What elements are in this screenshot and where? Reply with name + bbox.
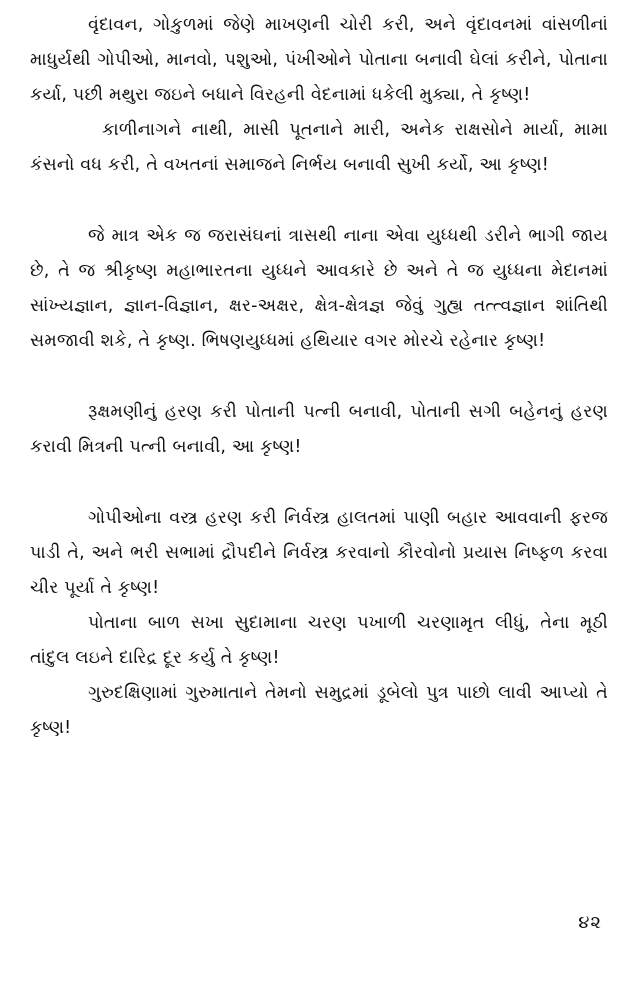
paragraph-gap bbox=[30, 183, 608, 219]
paragraph-5: ગોપીઓના વસ્ત્ર હરણ કરી નિર્વસ્ત્ર હાલતમાં પાણી બહાર આવવાની ફરજ પાડી તે, અને ભરી સભામાં દ્રૌપદીને નિર્વસ્ત્ર કરવાનો કૌરવોનો પ્રયાસ નિષ્ફળ કરવા ચીર પૂર્યા તે કૃષ્ણ! bbox=[30, 508, 608, 598]
paragraph-3: જે માત્ર એક જ જરાસંઘનાં ત્રાસથી નાના એવા યુધ્ધથી ડરીને ભાગી જાય છે, તે જ શ્રીકૃષ્ણ મહાભારતના યુધ્ધને આવકારે છે અને તે જ યુધ્ધના મેદાનમાં સાંખ્યજ્ઞાન, જ્ઞાન-વિજ્ઞાન, ક્ષર-અક્ષર, ક્ષેત્ર-ક્ષેત્રજ્ઞ જેવું ગુહ્ય તત્ત્વજ્ઞાન શાંતિથી સમજાવી શકે, તે કૃષ્ણ. ભિષણયુધ્ધમાં હથિયાર વગર મોરચે રહેનાર કૃષ્ણ! bbox=[30, 226, 608, 351]
paragraph-gap bbox=[30, 359, 608, 395]
paragraph-gap bbox=[30, 465, 608, 501]
paragraph-2: કાળીનાગને નાથી, માસી પૂતનાને મારી, અનેક રાક્ષસોને માર્યા, મામા કંસનો વધ કરી, તે વખતનાં સમાજને નિર્ભય બનાવી સુખી કર્યો, આ કૃષ્ણ! bbox=[30, 120, 608, 175]
page-number: ૪૨ bbox=[578, 912, 602, 933]
paragraph-4: રૂક્ષમણીનું હરણ કરી પોતાની પત્ની બનાવી, પોતાની સગી બહેનનું હરણ કરાવી મિત્રની પત્ની બનાવી, આ કૃષ્ણ! bbox=[30, 402, 608, 457]
paragraph-7: ગુરુદક્ષિણામાં ગુરુમાતાને તેમનો સમુદ્રમાં ડૂબેલો પુત્ર પાછો લાવી આપ્યો તે કૃષ્ણ! bbox=[30, 683, 608, 738]
page-body bbox=[30, 8, 608, 746]
paragraph-6: પોતાના બાળ સખા સુદામાના ચરણ પખાળી ચરણામૃત લીધું, તેના મૂઠી તાંદુલ લઇને દારિદ્ર દૂર કર્યુ તે કૃષ્ણ! bbox=[30, 613, 608, 668]
paragraph-1: વૃંદાવન, ગોકુળમાં જેણે માખણની ચોરી કરી, અને વૃંદાવનમાં વાંસળીનાં માધુર્યથી ગોપીઓ, માનવો, પશુઓ, પંખીઓને પોતાના બનાવી ઘેલાં કરીને, પોતાના કર્યા, પછી મથુરા જઇને બધાને વિરહની વેદનામાં ધકેલી મુક્યા, તે કૃષ્ણ! bbox=[30, 15, 608, 105]
